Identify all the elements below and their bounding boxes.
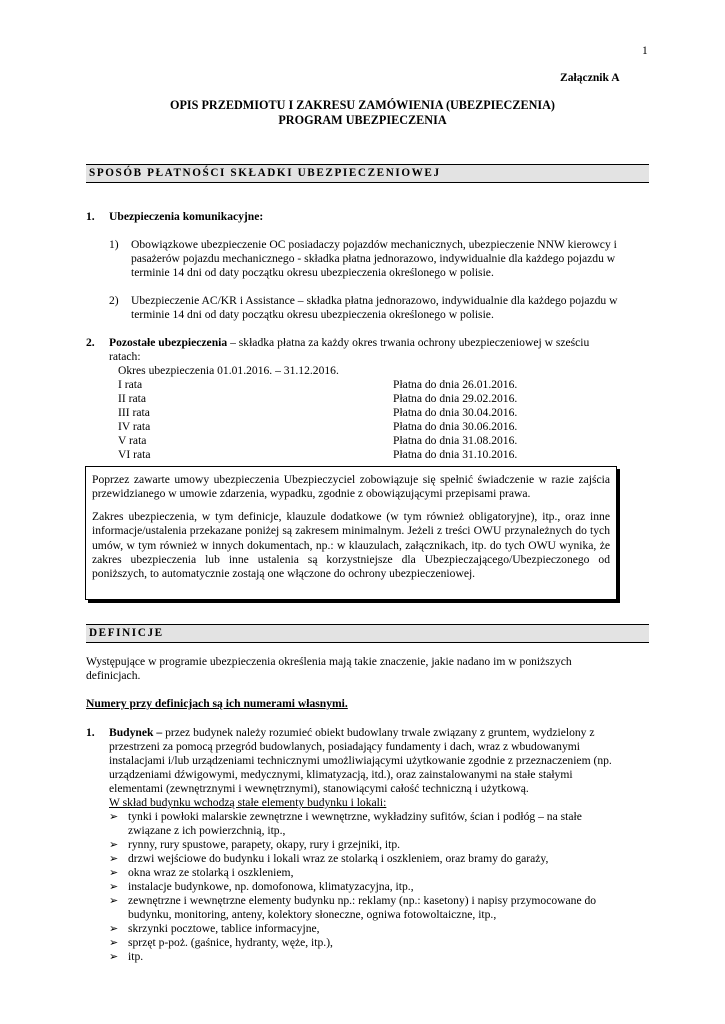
bullet-line: budynku, monitoring, anteny, kolektory słoneczne, ogniwa fotowoltaiczne, itp., bbox=[128, 908, 497, 921]
arrow-bullet-icon: ➢ bbox=[109, 839, 119, 851]
section-header-payment bbox=[86, 164, 649, 183]
building-composition-heading: W skład budynku wchodzą stałe elementy budynku i lokali: bbox=[109, 796, 387, 809]
item-text: – składka płatna za każdy okres trwania ochrony ubezpieczeniowej w sześciu bbox=[227, 336, 590, 349]
definition-line: urządzeniami dźwigowymi, medycznymi, klimatyzacją, itd.), oraz zainstalowanymi na stałe stałymi bbox=[109, 768, 573, 781]
item-number: 2. bbox=[86, 336, 95, 349]
definition-first-line bbox=[109, 726, 649, 740]
sub-line: Ubezpieczenie AC/KR i Assistance – składka płatna jednorazowo, indywidualnie dla każdego pojazdu w bbox=[131, 294, 618, 307]
notice-box bbox=[85, 466, 617, 600]
arrow-bullet-icon: ➢ bbox=[109, 951, 119, 963]
section-title-payment: SPOSÓB PŁATNOŚCI SKŁADKI UBEZPIECZENIOWEJ bbox=[89, 167, 441, 179]
arrow-bullet-icon: ➢ bbox=[109, 895, 119, 907]
section-header-definitions bbox=[86, 624, 649, 643]
installment-due: Płatna do dnia 31.10.2016. bbox=[393, 448, 518, 461]
item-title: Ubezpieczenia komunikacyjne: bbox=[109, 210, 264, 223]
bullet-line: skrzynki pocztowe, tablice informacyjne, bbox=[128, 922, 320, 935]
document-title: OPIS PRZEDMIOTU I ZAKRESU ZAMÓWIENIA (UBEZPIECZENIA) bbox=[170, 98, 555, 112]
sub-line: pasażerów pojazdu mechanicznego - składka płatna jednorazowo, indywidualnie dla każdego pojazdu w bbox=[131, 252, 616, 265]
definitions-intro-line: Występujące w programie ubezpieczenia określenia mają takie znaczenie, jakie nadano im w poniższych bbox=[86, 655, 572, 668]
sub-line: terminie 14 dni od daty początku okresu ubezpieczenia określonego w polisie. bbox=[131, 266, 494, 279]
installment-due: Płatna do dnia 29.02.2016. bbox=[393, 392, 518, 405]
notice-paragraph: Zakres ubezpieczenia, w tym definicje, klauzule dodatkowe (w tym również obligatoryjne), itp., oraz inne informacje/ustalenia przekazane poniżej są zakresem minimalnym. Jeżeli z treści OWU przynależnych do tych umów, w tym również w innych dokumentach, np.: w klauzulach, załącznikach, itp. do tych OWU wynika, że zakres ubezpieczenia lub inne ustalenia są korzystniejsze dla Ubezpieczającego/Ubezpieczonego od poniższych, to automatycznie zostają one włączone do ochrony ubezpieczeniowej. bbox=[92, 509, 610, 581]
arrow-bullet-icon: ➢ bbox=[109, 937, 119, 949]
arrow-bullet-icon: ➢ bbox=[109, 881, 119, 893]
bullet-line: instalacje budynkowe, np. domofonowa, klimatyzacyjna, itp., bbox=[128, 880, 414, 893]
sub-line: Obowiązkowe ubezpieczenie OC posiadaczy pojazdów mechanicznych, ubezpieczenie NNW kierowcy i bbox=[131, 238, 617, 251]
sub-number: 2) bbox=[109, 294, 119, 307]
section-title-definitions: DEFINICJE bbox=[89, 627, 164, 639]
installment-due: Płatna do dnia 31.08.2016. bbox=[393, 434, 518, 447]
definition-line: instalacjami i/lub urządzeniami technicznymi umożliwiającymi użytkowanie zgodnie z przeznaczeniem (np. bbox=[109, 754, 612, 767]
installment-label: II rata bbox=[118, 392, 146, 405]
page-number: 1 bbox=[642, 45, 648, 57]
bullet-line: drzwi wejściowe do budynku i lokali wraz ze stolarką i oszkleniem, oraz bramy do garaży, bbox=[128, 852, 549, 865]
definition-text: przez budynek należy rozumieć obiekt budowlany trwale związany z gruntem, wydzielony z bbox=[162, 726, 595, 739]
arrow-bullet-icon: ➢ bbox=[109, 853, 119, 865]
arrow-bullet-icon: ➢ bbox=[109, 867, 119, 879]
bullet-line: rynny, rury spustowe, parapety, okapy, rury i grzejniki, itp. bbox=[128, 838, 401, 851]
installment-label: III rata bbox=[118, 406, 150, 419]
annex-label: Załącznik A bbox=[560, 71, 620, 84]
installment-due: Płatna do dnia 26.01.2016. bbox=[393, 378, 518, 391]
installment-label: I rata bbox=[118, 378, 143, 391]
definition-line: elementami (zewnętrznymi i wewnętrznymi), stanowiącymi całość techniczną i użytkową. bbox=[109, 782, 529, 795]
installment-label: VI rata bbox=[118, 448, 151, 461]
definition-number: 1. bbox=[86, 726, 95, 739]
definitions-intro-line: definicjach. bbox=[86, 669, 141, 682]
sub-line: terminie 14 dni od daty początku okresu ubezpieczenia określonego w polisie. bbox=[131, 308, 494, 321]
item-text: ratach: bbox=[109, 350, 141, 363]
bullet-line: okna wraz ze stolarką i oszkleniem, bbox=[128, 866, 294, 879]
installment-due: Płatna do dnia 30.06.2016. bbox=[393, 420, 518, 433]
arrow-bullet-icon: ➢ bbox=[109, 811, 119, 823]
definitions-numbering-note: Numery przy definicjach są ich numerami własnymi. bbox=[86, 697, 348, 710]
bullet-line: związane z ich powierzchnią, itp., bbox=[128, 824, 286, 837]
definition-term: Budynek – bbox=[109, 726, 163, 739]
installment-label: V rata bbox=[118, 434, 147, 447]
arrow-bullet-icon: ➢ bbox=[109, 923, 119, 935]
item-number: 1. bbox=[86, 210, 95, 223]
definition-line: przestrzeni za pomocą przegród budowlanych, posiadający fundamenty i dach, wraz z wbudowanymi bbox=[109, 740, 580, 753]
bullet-line: zewnętrzne i wewnętrzne elementy budynku np.: reklamy (np.: kasetony) i napisy przymocowane do bbox=[128, 894, 597, 907]
sub-number: 1) bbox=[109, 238, 119, 251]
item-first-line bbox=[109, 336, 649, 350]
installment-due: Płatna do dnia 30.04.2016. bbox=[393, 406, 518, 419]
bullet-line: tynki i powłoki malarskie zewnętrzne i wewnętrzne, wykładziny sufitów, ścian i podłóg – na stałe bbox=[128, 810, 582, 823]
document-subtitle: PROGRAM UBEZPIECZENIA bbox=[278, 113, 447, 127]
item-title: Pozostałe ubezpieczenia bbox=[109, 336, 228, 349]
notice-paragraph: Poprzez zawarte umowy ubezpieczenia Ubezpieczyciel zobowiązuje się spełnić świadczenie w razie zajścia przewidzianego w umowie zdarzenia, wypadku, zgodnie z obowiązującymi przepisami prawa. bbox=[92, 473, 610, 501]
bullet-line: itp. bbox=[128, 950, 144, 963]
insurance-period: Okres ubezpieczenia 01.01.2016. – 31.12.2016. bbox=[118, 364, 339, 377]
installment-label: IV rata bbox=[118, 420, 151, 433]
bullet-line: sprzęt p-poż. (gaśnice, hydranty, węże, itp.), bbox=[128, 936, 333, 949]
